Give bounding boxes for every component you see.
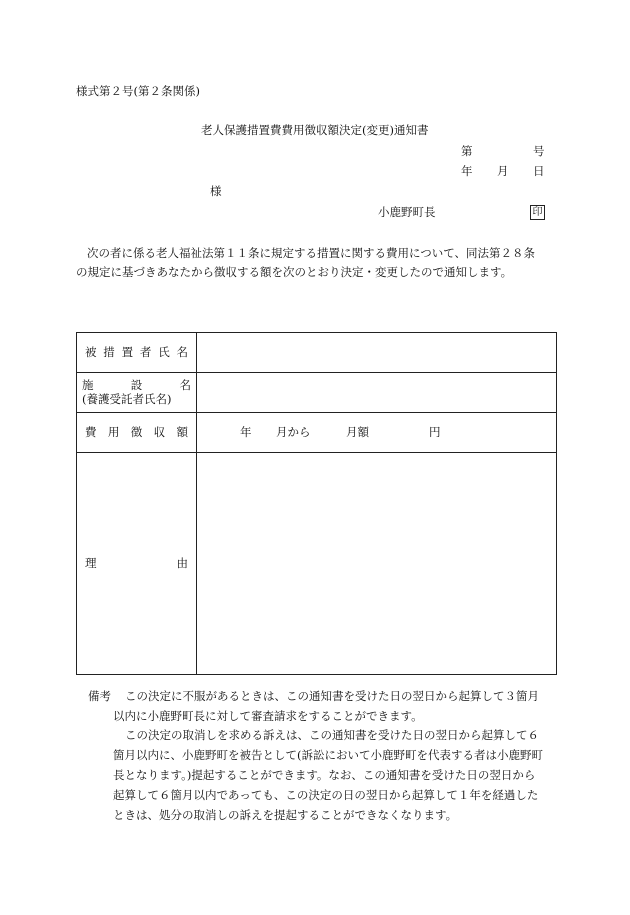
label-subject-name <box>77 333 197 373</box>
row-subject-name <box>77 333 557 373</box>
label-reason <box>77 453 197 675</box>
document-title: 老人保護措置費費用徴収額決定(変更)通知書 <box>201 123 429 137</box>
notes-p2-line-1: この決定の取消しを求める訴えは、この通知書を受けた日の翌日から起算して６ <box>125 728 539 742</box>
number-prefix: 第 <box>461 144 473 158</box>
label-char: 理 <box>85 555 97 570</box>
notes-p1-line-2: 以内に小鹿野町長に対して審査請求をすることができます。 <box>113 709 423 723</box>
row-reason <box>77 453 557 675</box>
amount-month-from: 月から <box>276 425 311 439</box>
label-facility-sub: (養護受託者氏名) <box>82 392 172 406</box>
notes-p1-line-1: この決定に不服があるときは、この通知書を受けた日の翌日から起算して３箇月 <box>125 689 539 703</box>
amount-monthly: 月額 <box>346 425 369 439</box>
value-collection-amount[interactable] <box>197 413 557 453</box>
value-reason[interactable] <box>197 453 557 675</box>
row-facility-name <box>77 373 557 413</box>
notes-p2-line-4: 起算して６箇月以内であっても、この決定の日の翌日から起算して１年を経過した <box>113 788 539 802</box>
intro-line-1: 次の者に係る老人福祉法第１１条に規定する措置に関する費用について、同法第２８条 <box>87 246 536 260</box>
seal-mark <box>530 205 545 220</box>
issuer-name: 小鹿野町長 <box>378 205 436 219</box>
recipient-honorific: 様 <box>210 184 222 198</box>
amount-year: 年 <box>240 425 252 439</box>
form-table <box>76 332 557 675</box>
label-char: 名 <box>179 377 191 392</box>
label-char: 名 <box>176 344 188 359</box>
label-char: 設 <box>130 377 143 392</box>
label-char: 置 <box>121 344 134 359</box>
notes-p2-line-5: ときは、処分の取消しの訴えを提起することができなくなります。 <box>113 808 458 822</box>
label-facility-name <box>77 373 197 413</box>
label-char: 措 <box>103 344 115 359</box>
label-char: 由 <box>176 555 188 570</box>
label-collection-amount <box>77 413 197 453</box>
value-subject-name[interactable] <box>197 333 557 373</box>
label-char: 用 <box>107 424 120 439</box>
date-year: 年 <box>461 164 473 178</box>
label-char: 額 <box>176 424 188 439</box>
seal-box: 印 <box>530 205 545 220</box>
notes-p2-line-3: 長となります。)提起することができます。なお、この通知書を受けた日の翌日から <box>113 768 536 782</box>
label-char: 収 <box>153 424 166 439</box>
amount-yen: 円 <box>429 425 441 439</box>
number-suffix: 号 <box>533 144 545 158</box>
form-code: 様式第２号(第２条関係) <box>76 84 200 98</box>
notes-label: 備考 <box>88 689 111 703</box>
label-char: 被 <box>85 344 97 359</box>
date-month: 月 <box>497 164 509 178</box>
intro-line-2: の規定に基づきあなたから徴収する額を次のとおり決定・変更したので通知します。 <box>76 265 513 279</box>
label-char: 費 <box>85 424 97 439</box>
label-char: 施 <box>82 377 94 392</box>
value-facility-name[interactable] <box>197 373 557 413</box>
label-char: 徴 <box>130 424 143 439</box>
row-collection-amount <box>77 413 557 453</box>
date-day: 日 <box>533 164 545 178</box>
notes-p2-line-2: 箇月以内に、小鹿野町を被告として(訴訟において小鹿野町を代表する者は小鹿野町 <box>113 748 543 762</box>
label-char: 者 <box>139 344 152 359</box>
label-char: 氏 <box>158 344 170 359</box>
